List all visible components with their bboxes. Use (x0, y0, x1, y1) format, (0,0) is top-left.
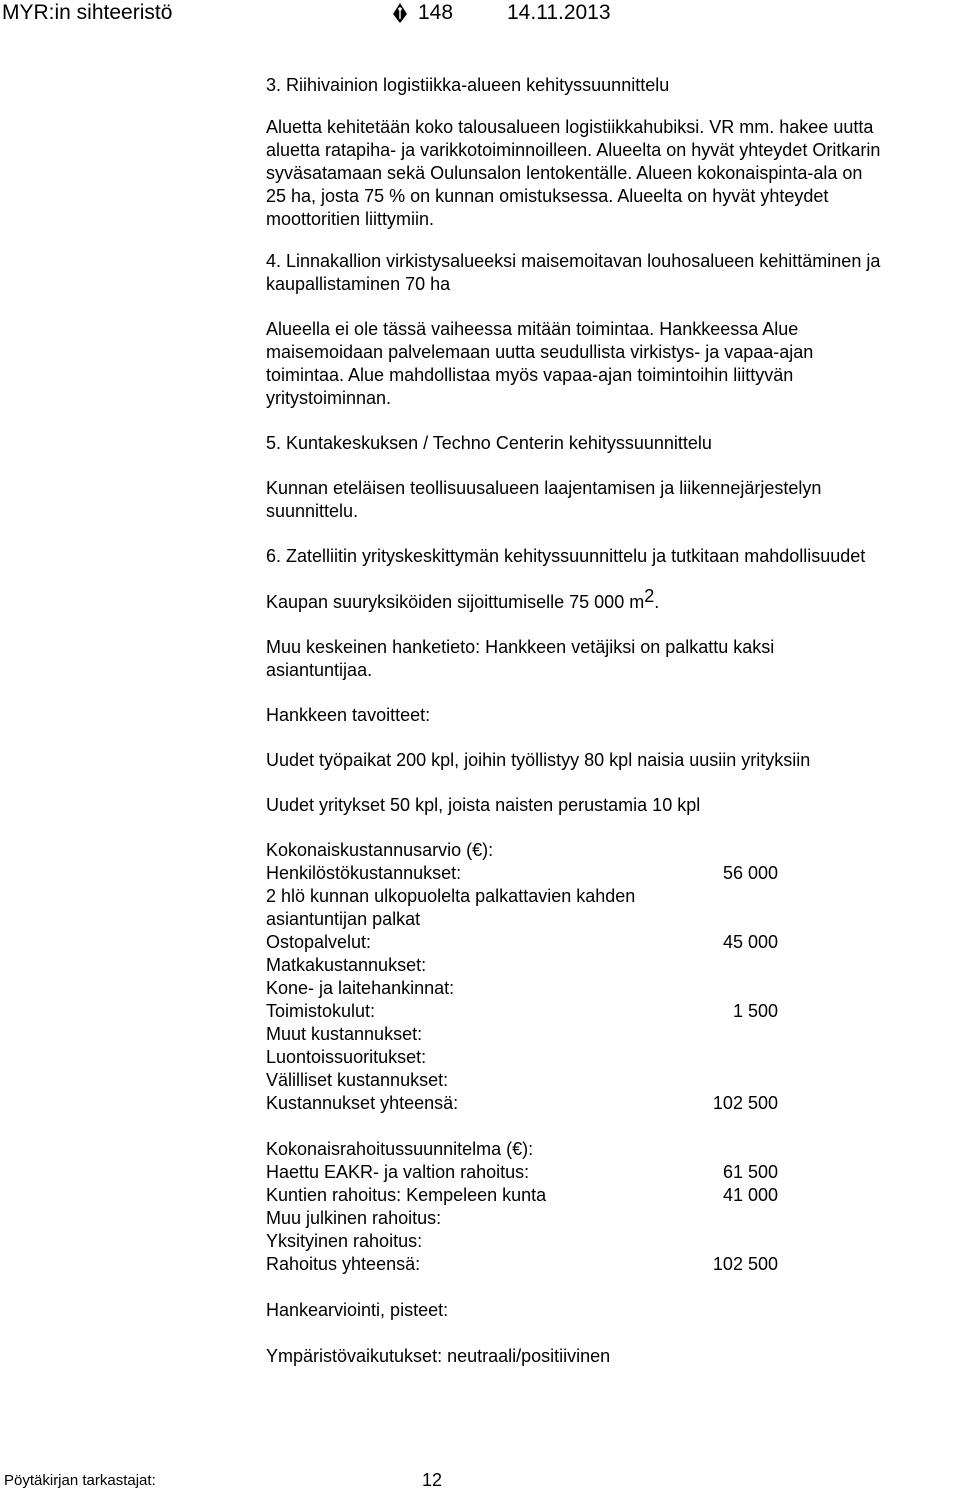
section-6-text (266, 586, 956, 614)
cost-row (266, 931, 778, 954)
document-body (266, 74, 956, 1368)
funding-label: Yksityinen rahoitus: (266, 1231, 423, 1251)
cost-value: 45 000 (722, 932, 778, 952)
cost-row (266, 977, 778, 1000)
header-page-number: 148 (418, 1, 454, 24)
cost-value: 56 000 (722, 863, 778, 883)
pen-nib-icon (388, 2, 412, 24)
cost-label: Ostopalvelut: (266, 932, 372, 952)
section-4-text-line: Alueella ei ole tässä vaiheessa mitään toimintaa. Hankkeessa Alue (266, 319, 799, 339)
section-5-title: 5. Kuntakeskuksen / Techno Centerin kehityssuunnittelu (266, 433, 712, 453)
footer-inspectors-label: Pöytäkirjan tarkastajat: (4, 1472, 156, 1489)
costs-heading: Kokonaiskustannusarvio (€): (266, 840, 494, 860)
cost-row (266, 1046, 778, 1069)
cost-label: Matkakustannukset: (266, 955, 427, 975)
funding-row (266, 1184, 778, 1207)
cost-label: Henkilöstökustannukset: (266, 863, 462, 883)
funding-value: 102 500 (712, 1254, 778, 1274)
header-date: 14.11.2013 (507, 1, 611, 24)
cost-label: Kustannukset yhteensä: (266, 1093, 459, 1113)
cost-row (266, 862, 778, 885)
cost-label: Kone- ja laitehankinnat: (266, 978, 455, 998)
section-3-text-line: syväsatamaan sekä Oulunsalon lentokentälle. Alueen kokonaispinta-ala on (266, 163, 863, 183)
funding-row (266, 1207, 778, 1230)
section-3-text-line: 25 ha, josta 75 % on kunnan omistuksessa. Alueelta on hyvät yhteydet (266, 186, 829, 206)
funding-row (266, 1230, 778, 1253)
project-info-line: Muu keskeinen hanketieto: Hankkeen vetäjiksi on palkattu kaksi (266, 637, 775, 657)
cost-label: Toimistokulut: (266, 1001, 376, 1021)
cost-row (266, 1069, 778, 1092)
cost-label: asiantuntijan palkat (266, 909, 421, 929)
section-6-title: 6. Zatelliitin yrityskeskittymän kehityssuunnittelu ja tutkitaan mahdollisuudet (266, 546, 866, 566)
section-6-text-main: Kaupan suuryksiköiden sijoittumiselle 75 000 m (266, 592, 645, 612)
section-4-title-line: 4. Linnakallion virkistysalueeksi maisemoitavan louhosalueen kehittäminen ja (266, 251, 881, 271)
cost-row (266, 1000, 778, 1023)
cost-total-row (266, 1092, 778, 1115)
cost-label: 2 hlö kunnan ulkopuolelta palkattavien kahden (266, 886, 636, 906)
footer-page-number: 12 (422, 1470, 443, 1490)
section-4-text-line: toimintaa. Alue mahdollistaa myös vapaa-ajan toimintoihin liittyvän (266, 365, 794, 385)
section-5-text-line: Kunnan eteläisen teollisuusalueen laajentamisen ja liikennejärjestelyn (266, 478, 822, 498)
section-3-text-line: aluetta ratapiha- ja varikkotoiminnoilleen. Alueelta on hyvät yhteydet Oritkarin (266, 140, 881, 160)
funding-label: Haettu EAKR- ja valtion rahoitus: (266, 1162, 530, 1182)
environmental-impact: Ympäristövaikutukset: neutraali/positiivinen (266, 1346, 611, 1366)
cost-row (266, 908, 778, 931)
section-3-text-line: Aluetta kehitetään koko talousalueen logistiikkahubiksi. VR mm. hakee uutta (266, 117, 874, 137)
cost-value: 1 500 (732, 1001, 778, 1021)
funding-label: Muu julkinen rahoitus: (266, 1208, 442, 1228)
section-5-text-line: suunnittelu. (266, 501, 359, 521)
goals-heading: Hankkeen tavoitteet: (266, 705, 431, 725)
project-info-line: asiantuntijaa. (266, 660, 373, 680)
funding-label: Kuntien rahoitus: Kempeleen kunta (266, 1185, 547, 1205)
cost-row (266, 885, 778, 908)
funding-value: 41 000 (722, 1185, 778, 1205)
cost-row (266, 1023, 778, 1046)
funding-total-row (266, 1253, 778, 1276)
header-organization: MYR:in sihteeristö (2, 1, 173, 24)
cost-value: 102 500 (712, 1093, 778, 1113)
funding-value: 61 500 (722, 1162, 778, 1182)
goal-jobs: Uudet työpaikat 200 kpl, joihin työllistyy 80 kpl naisia uusiin yrityksiin (266, 750, 811, 770)
cost-label: Luontoissuoritukset: (266, 1047, 427, 1067)
section-4-text-line: yritystoiminnan. (266, 388, 392, 408)
superscript-two: 2 (644, 586, 655, 606)
funding-row (266, 1161, 778, 1184)
section-4-text-line: maisemoidaan palvelemaan uutta seudullista virkistys- ja vapaa-ajan (266, 342, 814, 362)
section-6-text-end: . (654, 592, 660, 612)
cost-label: Välilliset kustannukset: (266, 1070, 449, 1090)
cost-label: Muut kustannukset: (266, 1024, 423, 1044)
section-3-title: 3. Riihivainion logistiikka-alueen kehityssuunnittelu (266, 75, 670, 95)
funding-label: Rahoitus yhteensä: (266, 1254, 421, 1274)
goal-companies: Uudet yritykset 50 kpl, joista naisten perustamia 10 kpl (266, 795, 701, 815)
evaluation-heading: Hankearviointi, pisteet: (266, 1300, 449, 1320)
cost-row (266, 954, 778, 977)
section-4-title-line: kaupallistaminen 70 ha (266, 274, 451, 294)
section-3-text-line: moottoritien liittymiin. (266, 209, 435, 229)
funding-heading: Kokonaisrahoitussuunnitelma (€): (266, 1139, 534, 1159)
